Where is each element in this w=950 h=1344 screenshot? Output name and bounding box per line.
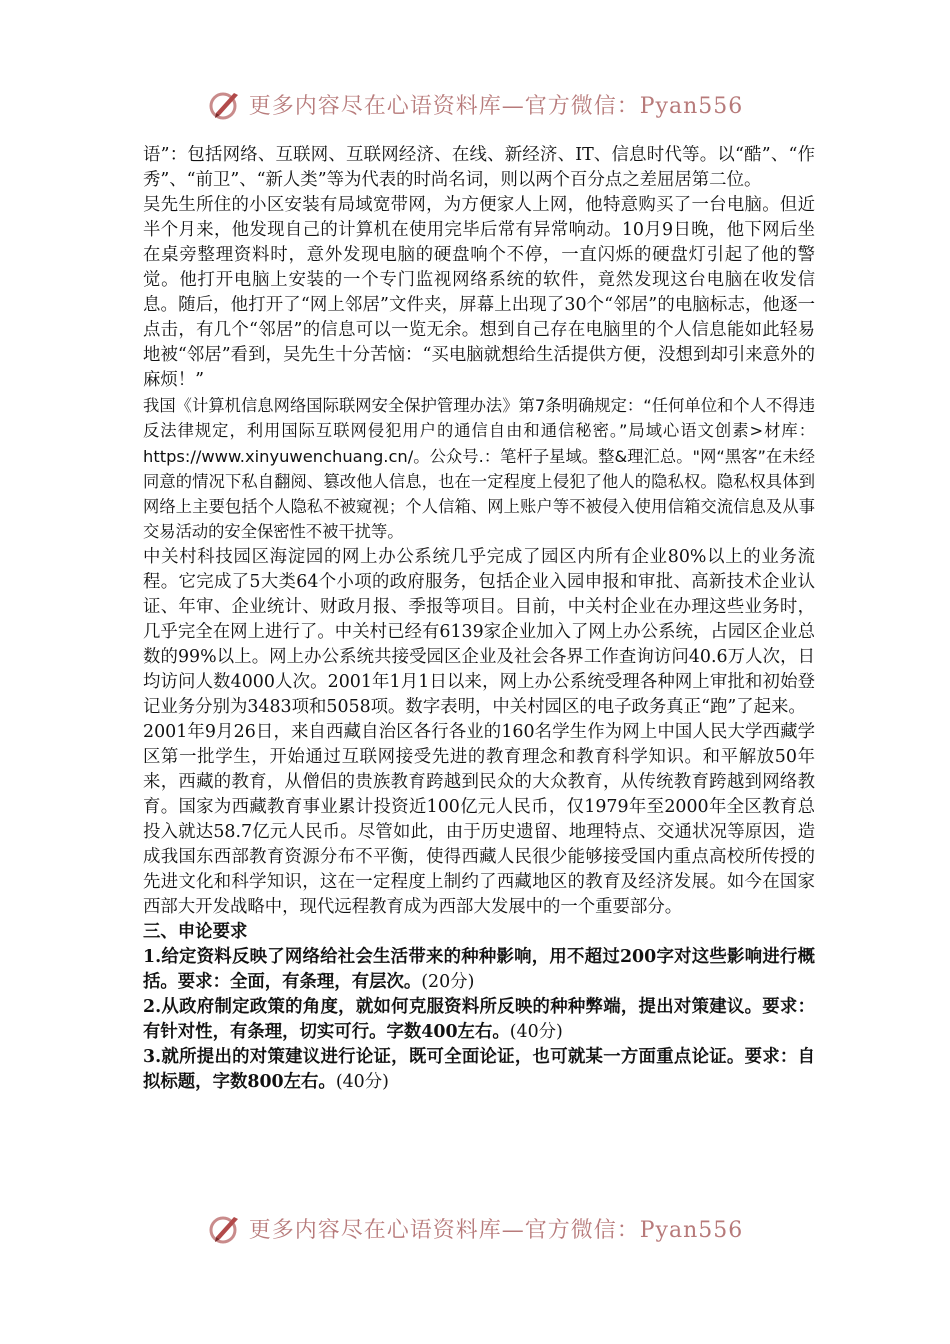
footer-banner	[0, 1208, 950, 1248]
paragraph-intro: 语”：包括网络、互联网、互联网经济、在线、新经济、IT、信息时代等。以“酷”、“作秀”、“前卫”、“新人类”等为代表的时尚名词，则以两个百分点之差屈居第二位。	[143, 145, 815, 190]
requirement-item	[143, 995, 815, 1045]
paragraph-tibet: 2001年9月26日，来自西藏自治区各行各业的160名学生作为网上中国人民大学西藏学区第一批学生，开始通过互联网接受先进的教育理念和教育科学知识。和平解放50年来，西藏的教育，从僧侣的贵族教育跨越到民众的大众教育，从传统教育跨越到网络教育。国家为西藏教育事业累计投资近100亿元人民币，仅1979年至2000年全区教育总投入就达58.7亿元人民币。尽管如此，由于历史遗留、地理特点、交通状况等原因，造成我国东西部教育资源分布不平衡，使得西藏人民很少能够接受国内重点高校所传授的先进文化和科学知识，这在一定程度上制约了西藏地区的教育及经济发展。如今在国家西部大开发战略中，现代远程教育成为西部大发展中的一个重要部分。	[143, 721, 815, 917]
banner-text: 更多内容尽在心语资料库—官方微信：Pyan556	[248, 1217, 744, 1243]
requirement-item	[143, 945, 815, 995]
requirement-score: (40分)	[509, 1021, 563, 1042]
pen-logo-icon	[207, 86, 243, 122]
banner-text: 更多内容尽在心语资料库—官方微信：Pyan556	[248, 93, 744, 119]
document-body	[143, 143, 815, 1095]
requirement-item	[143, 1045, 815, 1095]
requirement-score: (40分)	[335, 1071, 389, 1092]
section-heading: 三、申论要求	[143, 921, 248, 942]
requirement-text: 1.给定资料反映了网络给社会生活带来的种种影响，用不超过200字对这些影响进行概括。要求：全面，有条理，有层次。	[143, 946, 815, 992]
paragraph-wu: 吴先生所住的小区安装有局域宽带网，为方便家人上网，他特意购买了一台电脑。但近半个月来，他发现自己的计算机在使用完毕后常有异常响动。10月9日晚，他下网后坐在桌旁整理资料时，意外发现电脑的硬盘响个不停，一直闪烁的硬盘灯引起了他的警觉。他打开电脑上安装的一个专门监视网络系统的软件，竟然发现这台电脑在收发信息。随后，他打开了“网上邻居”文件夹，屏幕上出现了30个“邻居”的电脑标志，他逐一点击，有几个“邻居”的信息可以一览无余。想到自己存在电脑里的个人信息能如此轻易地被“邻居”看到，吴先生十分苦恼：“买电脑就想给生活提供方便，没想到却引来意外的麻烦！”	[143, 195, 815, 390]
requirement-text: 3.就所提出的对策建议进行论证，既可全面论证，也可就某一方面重点论证。要求：自拟标题，字数800左右。	[143, 1046, 815, 1092]
requirement-text: 2.从政府制定政策的角度，就如何克服资料所反映的种种弊端，提出对策建议。要求：有针对性，有条理，切实可行。字数400左右。	[143, 996, 815, 1042]
paragraph-law: 我国《计算机信息网络国际联网安全保护管理办法》第7条明确规定：“任何单位和个人不得违反法律规定，利用国际互联网侵犯用户的通信自由和通信秘密。”局域心语文创素>材库：https://www.xinyuwenchuang.cn/。公众号.：笔杆子星域。整&理汇总。"网“黑客”在未经同意的情况下私自翻阅、篡改他人信息，也在一定程度上侵犯了他人的隐私权。隐私权具体到网络上主要包括个人隐私不被窥视；个人信箱、网上账户等不被侵入使用信箱交流信息及从事交易活动的安全保密性不被干扰等。	[143, 396, 815, 542]
pen-logo-icon	[207, 1210, 243, 1246]
header-banner	[0, 84, 950, 124]
paragraph-zhongguancun: 中关村科技园区海淀园的网上办公系统几乎完成了园区内所有企业80%以上的业务流程。它完成了5大类64个小项的政府服务，包括企业入园申报和审批、高新技术企业认证、年审、企业统计、财政月报、季报等项目。目前，中关村企业在办理这些业务时，几乎完全在网上进行了。中关村已经有6139家企业加入了网上办公系统，占园区企业总数的99%以上。网上办公系统共接受园区企业及社会各界工作查询访问40.6万人次，日均访问人数4000人次。2001年1月1日以来，网上办公系统受理各种网上审批和初始登记业务分别为3483项和5058项。数字表明，中关村园区的电子政务真正“跑”了起来。	[143, 546, 815, 717]
requirement-score: (20分)	[421, 971, 475, 992]
